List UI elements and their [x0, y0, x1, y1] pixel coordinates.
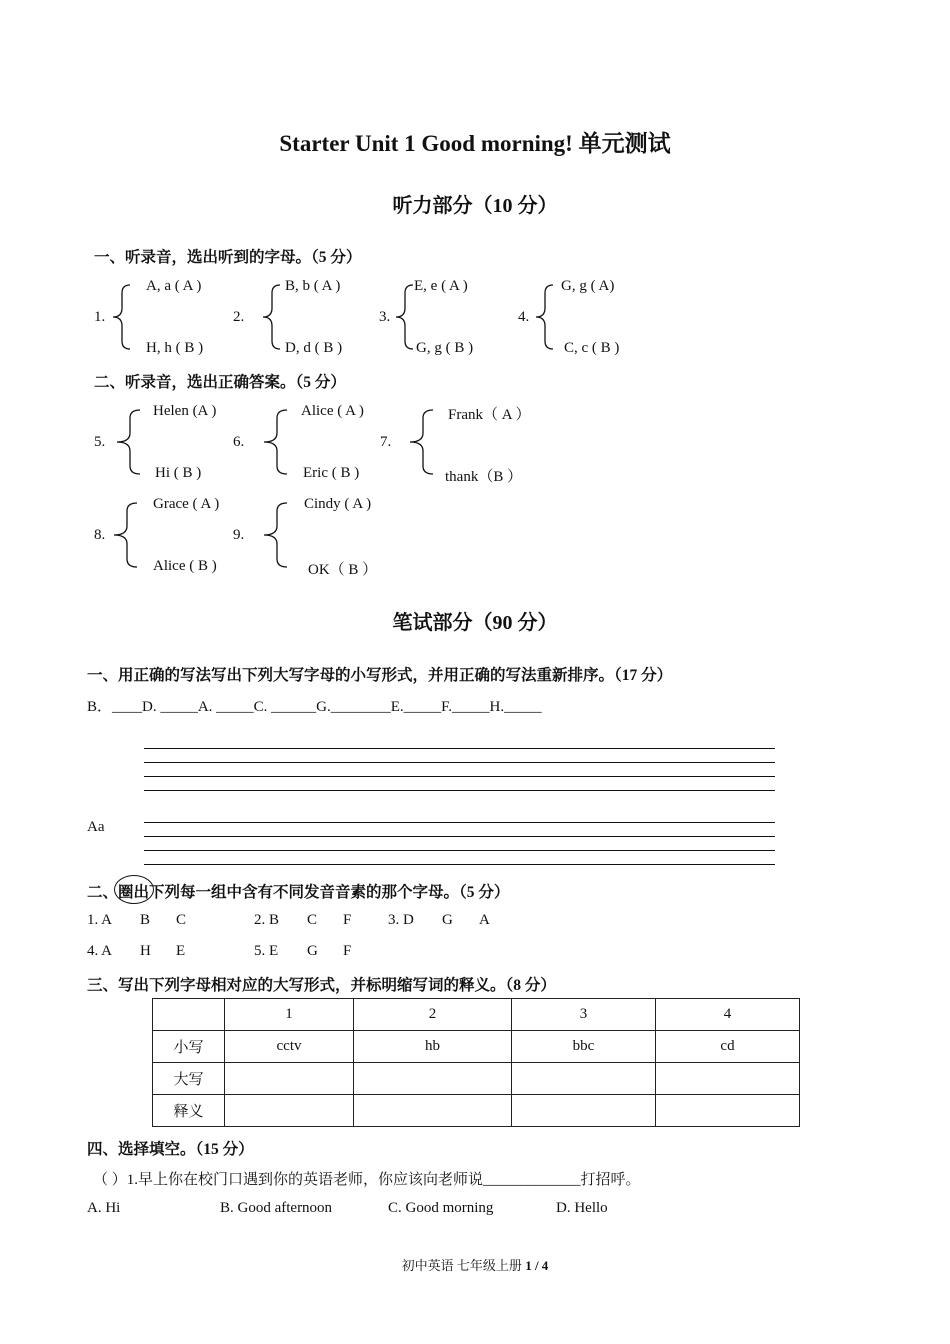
table-cell-input[interactable]: [656, 1095, 800, 1127]
group-item: E: [176, 943, 186, 959]
option-b: Eric ( B ): [303, 465, 360, 481]
table-cell-input[interactable]: [512, 1063, 656, 1095]
table-cell: bbc: [512, 1031, 656, 1063]
written-part4-instruction: 四、选择填空。（15 分）: [87, 1141, 254, 1158]
table-cell: 大写: [153, 1063, 225, 1095]
option-b: thank（B ）: [445, 469, 523, 485]
table-cell: 4: [656, 999, 800, 1031]
table-cell-input[interactable]: [225, 1063, 354, 1095]
table-cell-input[interactable]: [512, 1095, 656, 1127]
table-row: [153, 1063, 800, 1095]
page-title: Starter Unit 1 Good morning! 单元测试: [279, 131, 671, 156]
group-item: H: [140, 943, 151, 959]
table-row: [153, 1095, 800, 1127]
page-number: 1 / 4: [525, 1258, 549, 1273]
group-item: G: [442, 912, 453, 928]
table-cell: 3: [512, 999, 656, 1031]
footer-text: 初中英语 七年级上册: [401, 1258, 526, 1273]
brace-6: [264, 410, 287, 474]
written-heading: 笔试部分（90 分）: [392, 612, 558, 634]
table-cell: hb: [354, 1031, 512, 1063]
group-item: C: [176, 912, 187, 928]
item-number: 6.: [233, 434, 245, 450]
table-cell-input[interactable]: [225, 1095, 354, 1127]
item-number: 5.: [94, 434, 106, 450]
group-item: B: [140, 912, 151, 928]
group-item: 3. D: [388, 912, 414, 928]
table-row: [153, 1031, 800, 1063]
item-number: 1.: [94, 309, 106, 325]
writing-line: [144, 850, 775, 851]
option-a: E, e ( A ): [414, 278, 468, 294]
group-item: 2. B: [254, 912, 280, 928]
letter-blanks: B．____D. _____A. _____C. ______G.________E._____F._____H._____: [87, 699, 542, 715]
instruction-rest: 下列每一组中含有不同发音音素的那个字母。（5 分）: [149, 884, 510, 901]
writing-line: [144, 762, 775, 763]
writing-line: [144, 776, 775, 777]
item-number: 3.: [379, 309, 391, 325]
item-number: 9.: [233, 527, 245, 543]
item-number: 2.: [233, 309, 245, 325]
option-b: H, h ( B ): [146, 340, 204, 356]
listening-part2-instruction: 二、听录音，选出正确答案。（5 分）: [94, 374, 346, 391]
group-item: F: [343, 912, 352, 928]
example-letter: Aa: [87, 819, 105, 835]
option-b: Alice ( B ): [153, 558, 217, 574]
option-a: Cindy ( A ): [304, 496, 372, 512]
option-b: C, c ( B ): [564, 340, 620, 356]
table-header-row: [153, 999, 800, 1031]
table-cell-input[interactable]: [656, 1063, 800, 1095]
option: B. Good afternoon: [220, 1200, 333, 1216]
writing-line: [144, 864, 775, 865]
table-cell: cd: [656, 1031, 800, 1063]
writing-line: [144, 790, 775, 791]
brace-9: [264, 503, 287, 567]
listening-heading: 听力部分（10 分）: [392, 195, 558, 217]
group-item: C: [307, 912, 318, 928]
brace-4: [536, 285, 553, 349]
group-item: 5. E: [254, 943, 279, 959]
question-1: （ ）1.早上你在校门口遇到你的英语老师，你应该向老师说_____________打招呼。: [93, 1172, 641, 1188]
brace-8: [114, 503, 137, 567]
circled-text: 圈出: [118, 884, 150, 901]
group-item: 1. A: [87, 912, 113, 928]
hand-drawn-circle: [114, 875, 154, 904]
option-b: D, d ( B ): [285, 340, 343, 356]
writing-line: [144, 822, 775, 823]
option-a: Alice ( A ): [301, 403, 364, 419]
option: D. Hello: [556, 1200, 608, 1216]
written-part1-instruction: 一、用正确的写法写出下列大写字母的小写形式，并用正确的写法重新排序。（17 分）: [87, 667, 673, 684]
table-cell: 1: [225, 999, 354, 1031]
table-cell-input[interactable]: [354, 1095, 512, 1127]
brace-1: [113, 285, 130, 349]
option-b: Hi ( B ): [155, 465, 202, 481]
circled-word: [118, 880, 149, 902]
writing-line: [144, 836, 775, 837]
group-item: G: [307, 943, 318, 959]
table-cell-input[interactable]: [354, 1063, 512, 1095]
item-number: 4.: [518, 309, 530, 325]
table-cell: 释义: [153, 1095, 225, 1127]
option-a: B, b ( A ): [285, 278, 341, 294]
brace-5: [117, 410, 140, 474]
brace-3: [396, 285, 413, 349]
writing-line: [144, 748, 775, 749]
option: A. Hi: [87, 1200, 121, 1216]
option: C. Good morning: [388, 1200, 494, 1216]
group-item: A: [479, 912, 490, 928]
table-cell: 小写: [153, 1031, 225, 1063]
option-a: Frank（ A ）: [448, 407, 531, 423]
abbreviation-table: [152, 998, 800, 1127]
instruction-prefix: 二、: [87, 884, 119, 901]
brace-7: [410, 410, 433, 474]
listening-part1-instruction: 一、听录音，选出听到的字母。（5 分）: [94, 249, 362, 266]
option-b: G, g ( B ): [416, 340, 474, 356]
group-item: F: [343, 943, 352, 959]
group-item: 4. A: [87, 943, 113, 959]
page-footer: [0, 1255, 950, 1274]
option-a: Helen (A ): [153, 403, 217, 419]
option-a: Grace ( A ): [153, 496, 220, 512]
written-part3-instruction: 三、写出下列字母相对应的大写形式，并标明缩写词的释义。（8 分）: [87, 977, 556, 994]
option-b: OK（ B ）: [308, 562, 378, 578]
table-cell: 2: [354, 999, 512, 1031]
table-cell: cctv: [225, 1031, 354, 1063]
item-number: 8.: [94, 527, 106, 543]
brace-2: [263, 285, 280, 349]
item-number: 7.: [380, 434, 392, 450]
table-cell: [153, 999, 225, 1031]
written-part2-instruction: [87, 880, 509, 902]
option-a: A, a ( A ): [146, 278, 202, 294]
option-a: G, g ( A): [561, 278, 615, 294]
